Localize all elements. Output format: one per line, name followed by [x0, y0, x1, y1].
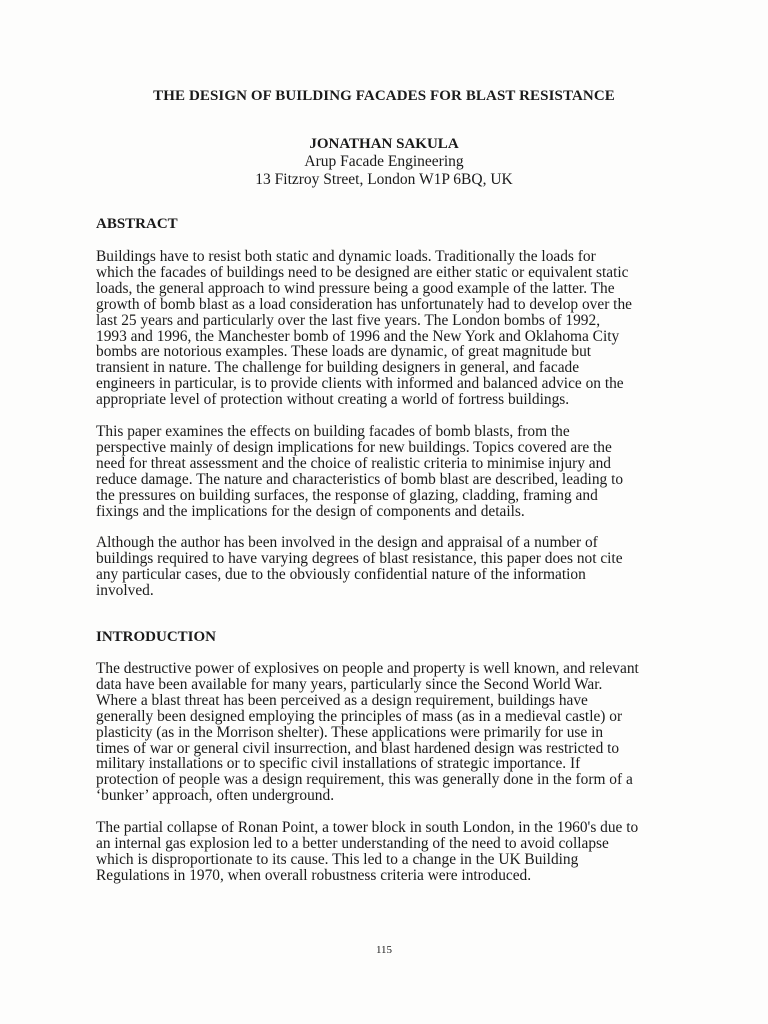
text-line: This paper examines the effects on building facades of bomb blasts, from the — [96, 423, 570, 440]
text-line: any particular cases, due to the obviously confidential nature of the information — [96, 565, 586, 583]
text-line: loads, the general approach to wind pressure being a good example of the latter. The — [96, 279, 615, 297]
text-line: The partial collapse of Ronan Point, a tower block in south London, in the 1960's due to — [96, 819, 639, 836]
text-line: military installations or to specific civil installations of strategic importance. If — [96, 755, 581, 773]
text-line: bombs are notorious examples. These loads are dynamic, of great magnitude but — [96, 343, 592, 361]
author-address: 13 Fitzroy Street, London W1P 6BQ, UK — [255, 171, 513, 188]
text-line: last 25 years and particularly over the last five years. The London bombs of 1992, — [96, 311, 601, 329]
text-line: The destructive power of explosives on people and property is well known, and relevant — [96, 660, 639, 677]
text-line: fixings and the implications for the design of components and details. — [96, 502, 525, 520]
text-line: need for threat assessment and the choice of realistic criteria to minimise injury and — [96, 454, 611, 472]
text-line: growth of bomb blast as a load consideration has unfortunately had to develop over the — [96, 295, 632, 313]
text-line: appropriate level of protection without creating a world of fortress buildings. — [96, 391, 570, 409]
text-line: ‘bunker’ approach, often underground. — [96, 787, 335, 805]
introduction-paragraph — [96, 820, 676, 884]
abstract-paragraph — [96, 249, 676, 408]
text-line: Buildings have to resist both static and dynamic loads. Traditionally the loads for — [96, 248, 596, 265]
text-line: perspective mainly of design implications for new buildings. Topics covered are the — [96, 438, 612, 456]
text-line: data have been available for many years, particularly since the Second World War. — [96, 675, 603, 693]
text-line: plasticity (as in the Morrison shelter). These applications were primarily for use in — [96, 723, 604, 741]
text-line: the pressures on building surfaces, the response of glazing, cladding, framing and — [96, 486, 598, 504]
text-line: which the facades of buildings need to be designed are either static or equivalent static — [96, 263, 629, 281]
text-line: transient in nature. The challenge for building designers in general, and facade — [96, 359, 580, 377]
paper-title: THE DESIGN OF BUILDING FACADES FOR BLAST RESISTANCE — [153, 88, 615, 104]
text-line: involved. — [96, 581, 154, 599]
author-name: JONATHAN SAKULA — [309, 136, 459, 152]
introduction-heading: INTRODUCTION — [96, 629, 217, 645]
text-line: buildings required to have varying degrees of blast resistance, this paper does not cite — [96, 549, 623, 567]
text-line: an internal gas explosion led to a better understanding of the need to avoid collapse — [96, 834, 609, 852]
text-line: protection of people was a design requirement, this was generally done in the form of a — [96, 771, 633, 789]
text-line: Regulations in 1970, when overall robustness criteria were introduced. — [96, 866, 532, 884]
author-affiliation: Arup Facade Engineering — [304, 153, 464, 170]
text-line: Where a blast threat has been perceived as a design requirement, buildings have — [96, 691, 588, 709]
text-line: times of war or general civil insurrection, and blast hardened design was restricted to — [96, 739, 620, 757]
text-line: Although the author has been involved in the design and appraisal of a number of — [96, 534, 598, 551]
text-line: 1993 and 1996, the Manchester bomb of 1996 and the New York and Oklahoma City — [96, 327, 620, 345]
abstract-heading: ABSTRACT — [96, 216, 178, 232]
introduction-paragraph — [96, 661, 676, 804]
page-number: 115 — [375, 944, 393, 956]
text-line: generally been designed employing the principles of mass (as in a medieval castle) or — [96, 707, 623, 725]
text-line: which is disproportionate to its cause. This led to a change in the UK Building — [96, 850, 579, 868]
author-block — [0, 135, 768, 189]
abstract-paragraph — [96, 424, 676, 519]
text-line: reduce damage. The nature and characteristics of bomb blast are described, leading to — [96, 470, 624, 488]
text-line: engineers in particular, is to provide clients with informed and balanced advice on the — [96, 375, 624, 393]
abstract-paragraph — [96, 535, 676, 599]
